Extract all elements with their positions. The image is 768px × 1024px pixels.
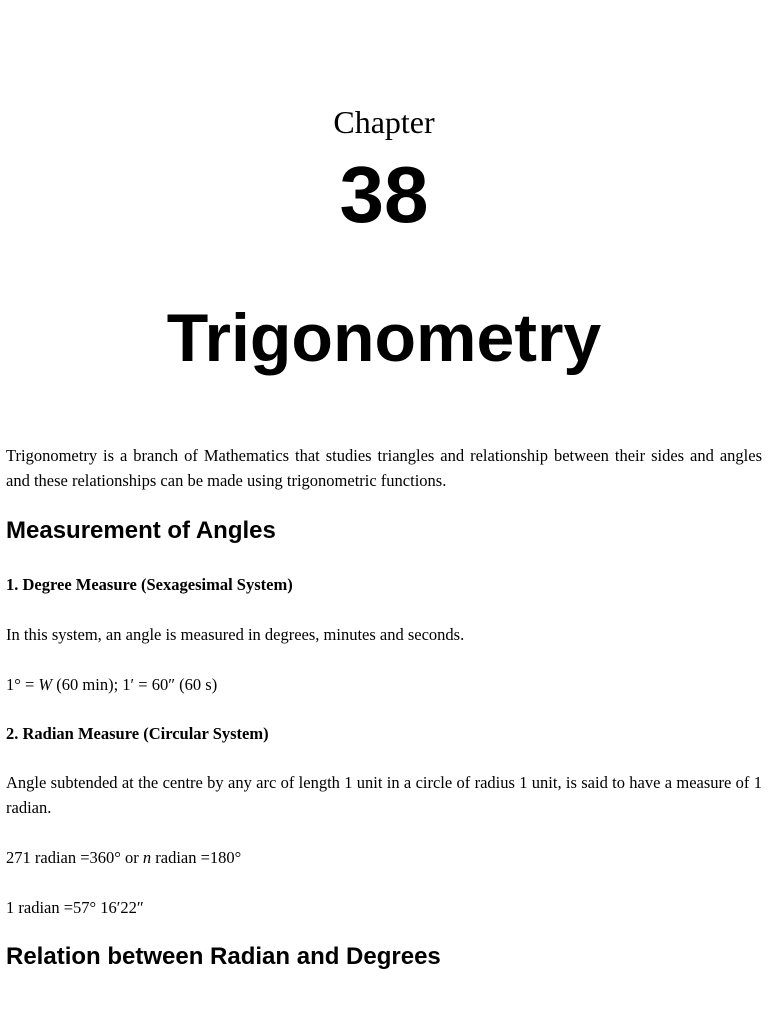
degree-measure-description: In this system, an angle is measured in degrees, minutes and seconds.	[6, 625, 465, 644]
degree-formula-suffix: (60 min); 1′ = 60″ (60 s)	[52, 675, 218, 694]
degree-formula-prefix: 1° =	[6, 675, 39, 694]
radian-measure-heading: 2. Radian Measure (Circular System)	[6, 724, 269, 743]
radian-formula-1-variable: n	[142, 848, 152, 867]
intro-paragraph: Trigonometry is a branch of Mathematics that studies triangles and relationship between their sides and angles and these relationships can be made using trigonometric functions.	[6, 446, 762, 490]
degree-formula	[6, 672, 762, 697]
radian-formula-1-prefix: 271 radian =360° or	[6, 848, 143, 867]
radian-formula-2: 1 radian =57° 16′22″	[6, 898, 144, 917]
radian-measure-description: Angle subtended at the centre by any arc of length 1 unit in a circle of radius 1 unit, is said to have a measure of 1 radian.	[6, 773, 762, 817]
degree-formula-variable: W	[38, 675, 53, 694]
chapter-label: Chapter	[333, 104, 435, 140]
chapter-number: 38	[339, 150, 429, 239]
section-heading-relation: Relation between Radian and Degrees	[6, 943, 441, 970]
radian-formula-1-suffix: radian =180°	[151, 848, 242, 867]
chapter-title: Trigonometry	[166, 300, 602, 376]
section-heading-measurement: Measurement of Angles	[6, 517, 276, 544]
radian-formula-1	[6, 845, 762, 870]
degree-measure-heading: 1. Degree Measure (Sexagesimal System)	[6, 575, 293, 594]
